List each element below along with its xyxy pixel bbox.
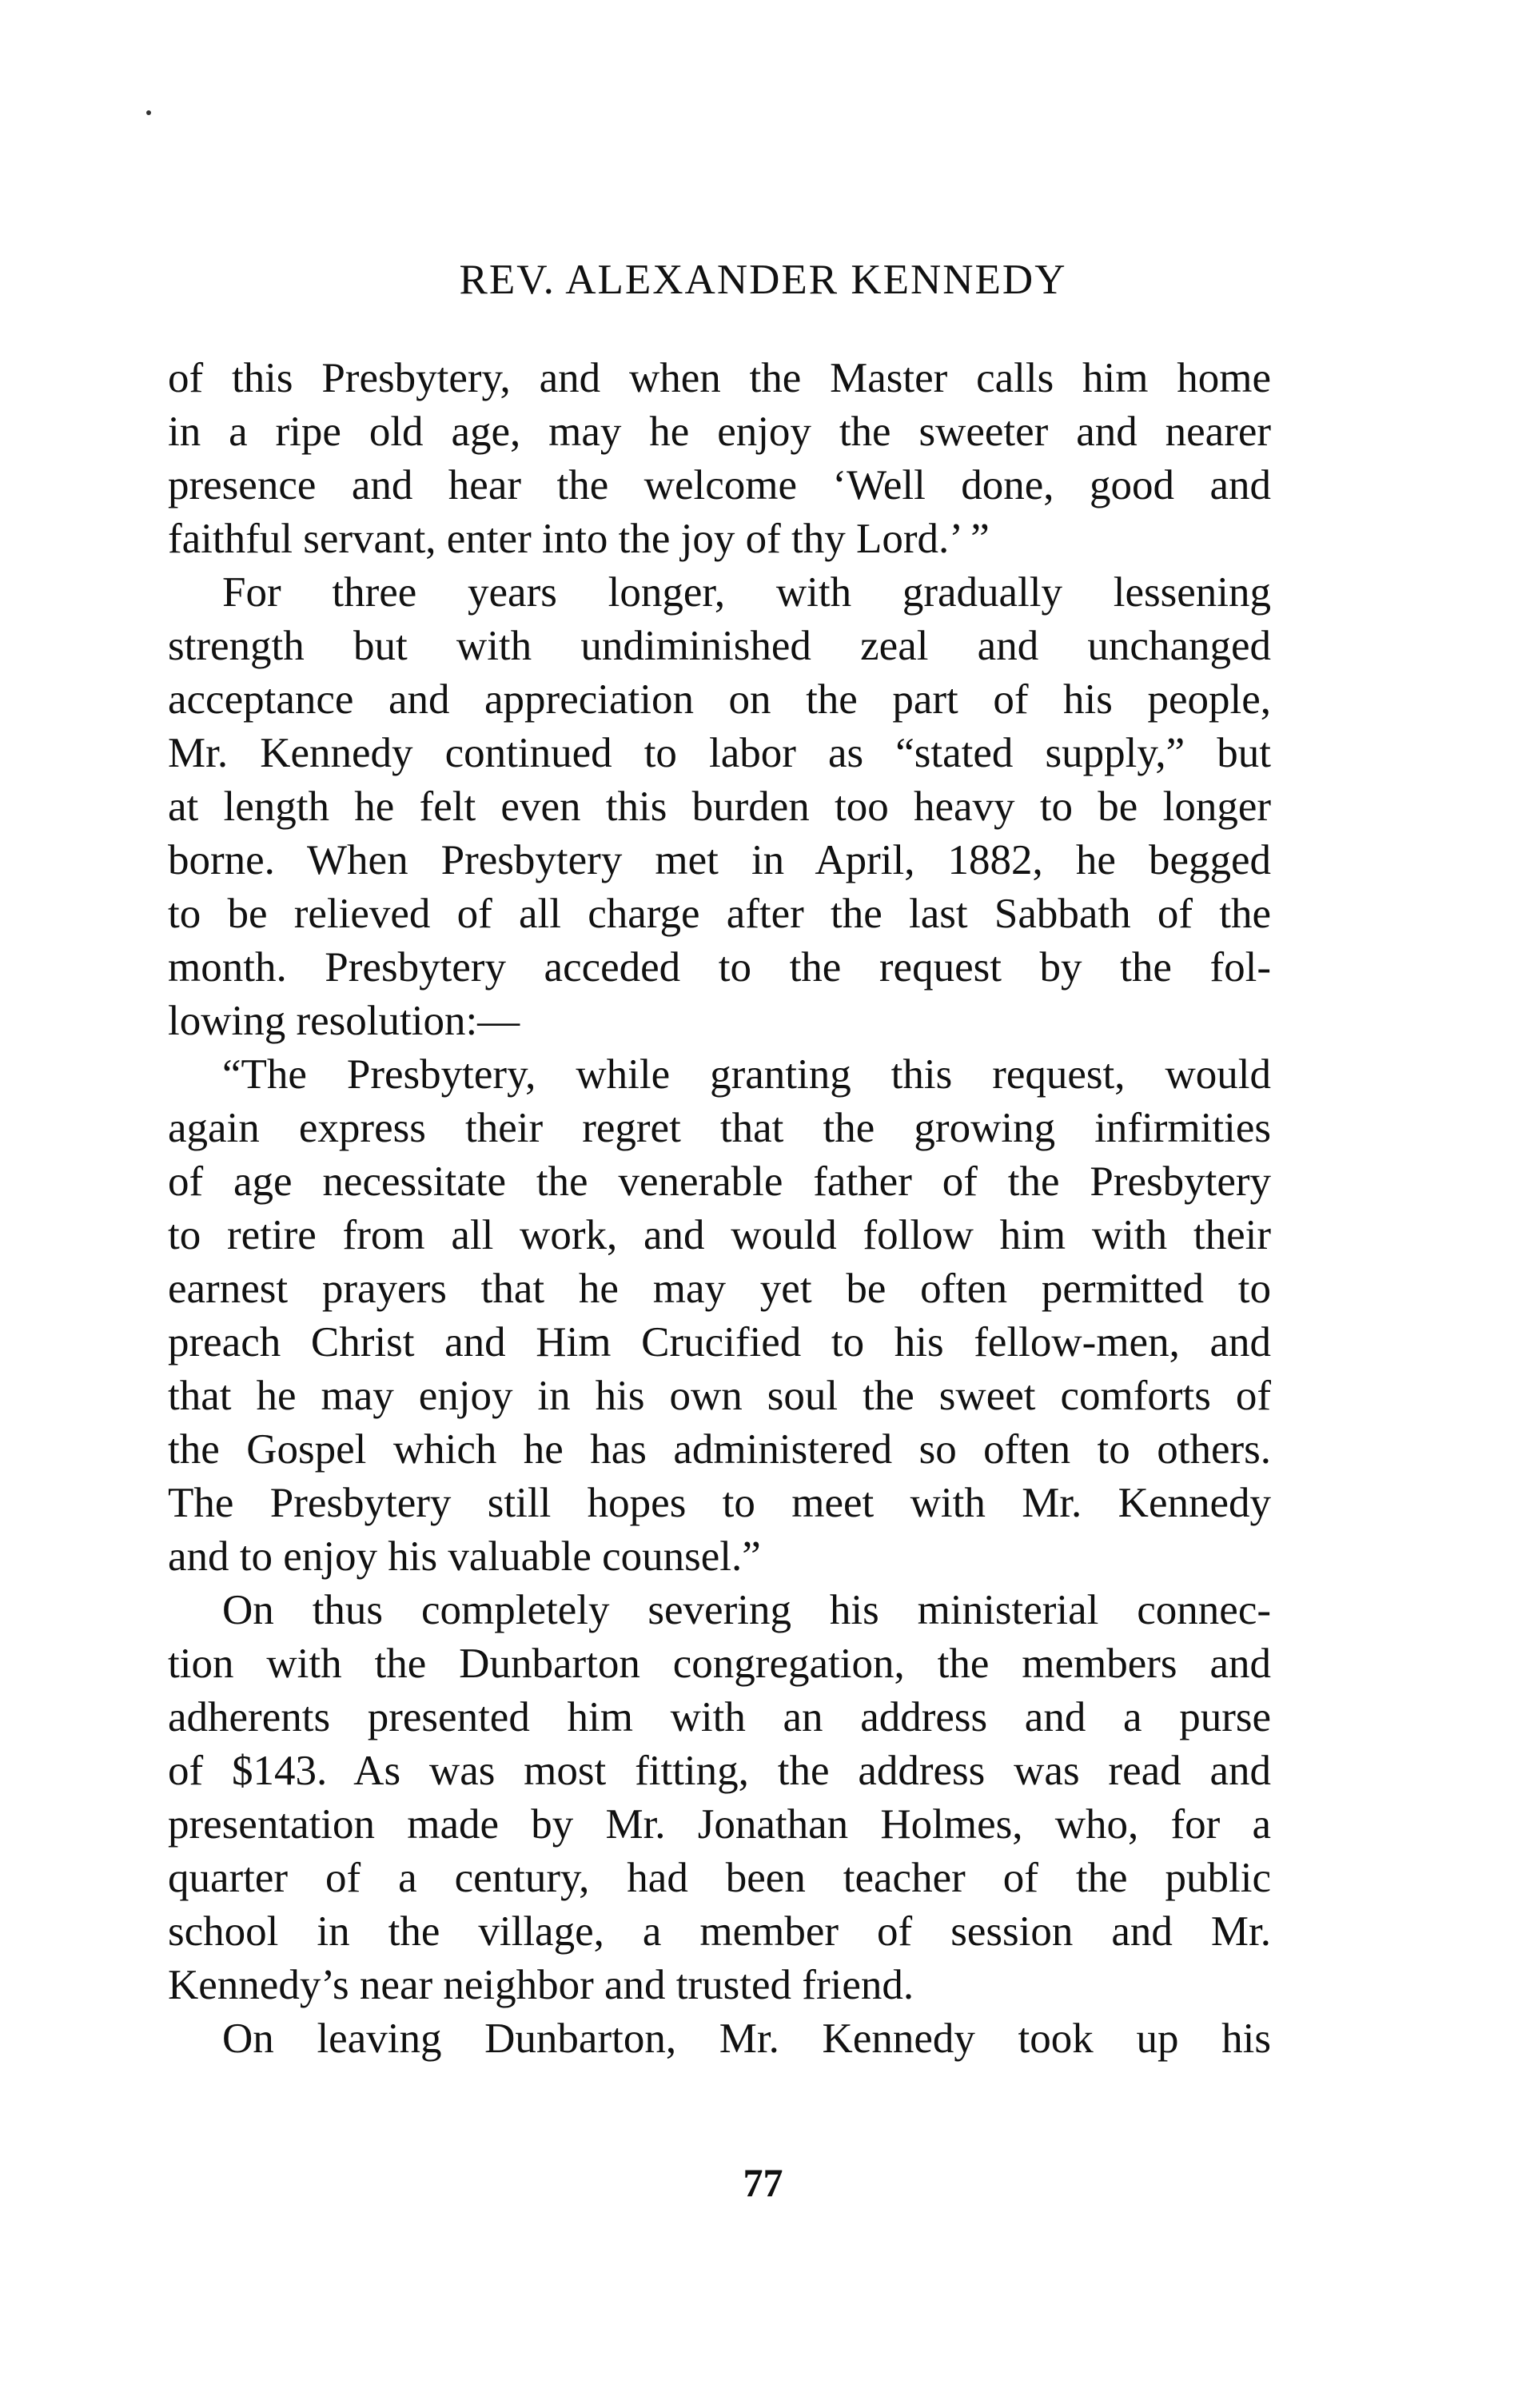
text-line: On leaving Dunbarton, Mr. Kennedy took up his	[222, 2015, 1271, 2062]
text-line: of $143. As was most fitting, the address was read and	[168, 1748, 1271, 1794]
text-line: earnest prayers that he may yet be often permitted to	[168, 1266, 1271, 1312]
text-line: and to enjoy his valuable counsel.”	[168, 1533, 761, 1580]
text-line: The Presbytery still hopes to meet with Mr. Kennedy	[168, 1480, 1271, 1526]
text-line: at length he felt even this burden too heavy to be longer	[168, 783, 1271, 830]
text-line: “The Presbytery, while granting this request, would	[222, 1051, 1271, 1098]
running-head: REV. ALEXANDER KENNEDY	[459, 257, 1067, 303]
text-line: the Gospel which he has administered so often to others.	[168, 1426, 1271, 1473]
text-line: acceptance and appreciation on the part of his people,	[168, 676, 1271, 723]
text-line: month. Presbytery acceded to the request by the fol-	[168, 944, 1271, 991]
text-line: school in the village, a member of session and Mr.	[168, 1908, 1271, 1955]
text-line: that he may enjoy in his own soul the sweet comforts of	[168, 1373, 1271, 1419]
text-line: adherents presented him with an address and a purse	[168, 1694, 1271, 1740]
text-line: quarter of a century, had been teacher of the public	[168, 1855, 1271, 1901]
body-text	[168, 352, 1271, 2066]
text-line: tion with the Dunbarton congregation, the members and	[168, 1641, 1271, 1687]
text-line: borne. When Presbytery met in April, 1882, he begged	[168, 837, 1271, 883]
text-line: Mr. Kennedy continued to labor as “stated supply,” but	[168, 730, 1271, 776]
text-line: again express their regret that the growing infirmities	[168, 1105, 1271, 1151]
text-line: presence and hear the welcome ‘Well done, good and	[168, 462, 1271, 508]
text-line: to be relieved of all charge after the last Sabbath of the	[168, 891, 1271, 937]
text-line: On thus completely severing his ministerial connec-	[222, 1587, 1271, 1633]
page-number: 77	[743, 2160, 783, 2205]
text-line: preach Christ and Him Crucified to his fellow-men, and	[168, 1319, 1271, 1365]
text-line: presentation made by Mr. Jonathan Holmes, who, for a	[168, 1801, 1271, 1848]
text-line: For three years longer, with gradually lessening	[222, 569, 1271, 616]
text-line: Kennedy’s near neighbor and trusted friend.	[168, 1962, 914, 2008]
text-line: in a ripe old age, may he enjoy the sweeter and nearer	[168, 409, 1271, 455]
text-line: faithful servant, enter into the joy of thy Lord.’ ”	[168, 516, 990, 562]
text-line: of this Presbytery, and when the Master calls him home	[168, 355, 1271, 401]
text-line: of age necessitate the venerable father of the Presbytery	[168, 1158, 1271, 1205]
text-line: to retire from all work, and would follow him with their	[168, 1212, 1271, 1258]
text-line: strength but with undiminished zeal and unchanged	[168, 623, 1271, 669]
text-line: lowing resolution:—	[168, 998, 520, 1044]
stray-ink-dot	[146, 110, 151, 115]
